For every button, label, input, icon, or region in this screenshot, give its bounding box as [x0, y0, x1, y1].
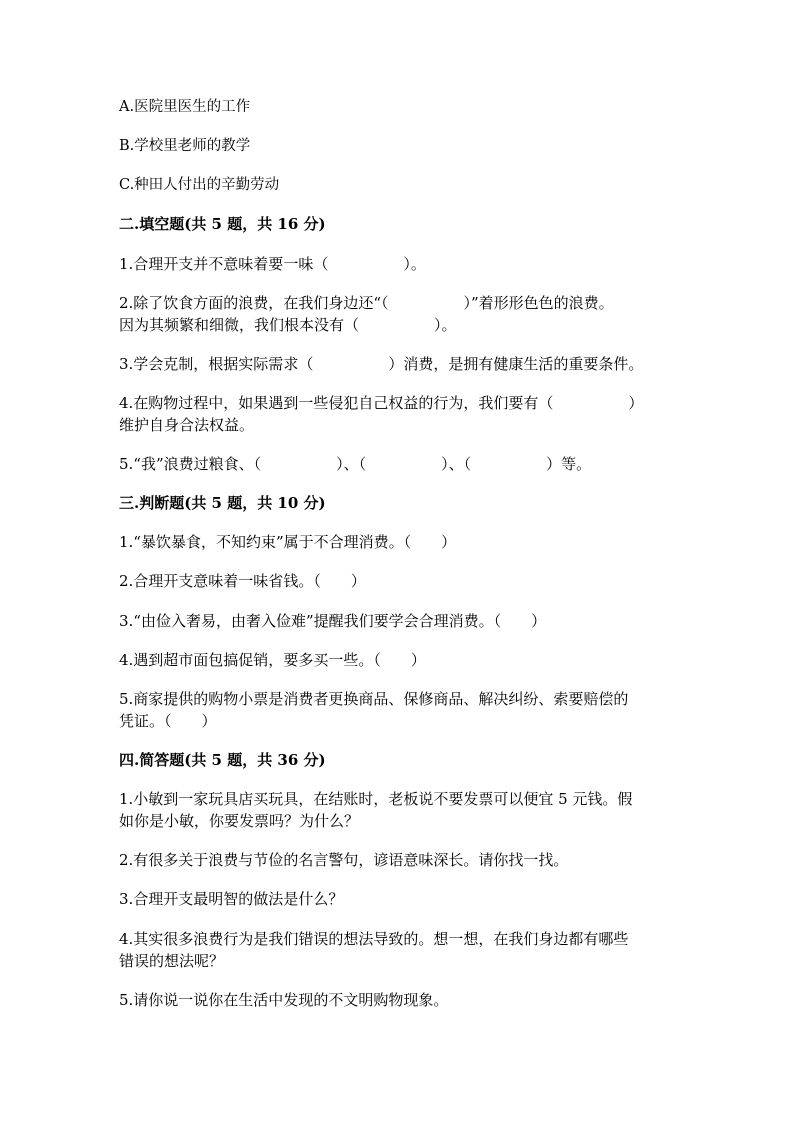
judge-question-3: 3.“由俭入奢易，由奢入俭难”提醒我们要学会合理消费。（ ）: [119, 612, 547, 630]
judge-question-5-line-2: 凭证。（ ）: [119, 712, 217, 730]
section-3-heading: 三.判断题(共 5 题，共 10 分): [119, 494, 326, 512]
option-b: B.学校里老师的教学: [119, 138, 251, 154]
fill-question-3: 3.学会克制，根据实际需求（ ）消费，是拥有健康生活的重要条件。: [119, 355, 644, 373]
judge-question-2: 2.合理开支意味着一味省钱。（ ）: [119, 572, 366, 590]
fill-question-4-line-2: 维护自身合法权益。: [119, 416, 255, 434]
fill-question-4-line-1: 4.在购物过程中，如果遇到一些侵犯自己权益的行为，我们要有（ ）: [119, 394, 644, 412]
fill-question-2-line-2: 因为其频繁和细微，我们根本没有（ ）。: [119, 316, 457, 334]
section-4-heading: 四.简答题(共 5 题，共 36 分): [119, 751, 326, 769]
short-question-1-line-1: 1.小敏到一家玩具店买玩具，在结账时，老板说不要发票可以便宜 5 元钱。假: [119, 790, 633, 808]
short-question-1-line-2: 如你是小敏，你要发票吗？为什么？: [119, 812, 360, 830]
fill-question-5: 5.“我”浪费过粮食、（ ）、（ ）、（ ）等。: [119, 455, 592, 473]
option-a: A.医院里医生的工作: [119, 99, 251, 115]
judge-question-5-line-1: 5.商家提供的购物小票是消费者更换商品、保修商品、解决纠纷、索要赔偿的: [119, 690, 629, 708]
fill-question-1: 1.合理开支并不意味着要一味（ ）。: [119, 255, 426, 273]
option-c: C.种田人付出的辛勤劳动: [119, 177, 280, 193]
judge-question-4: 4.遇到超市面包搞促销，要多买一些。（ ）: [119, 651, 426, 669]
short-question-4-line-2: 错误的想法呢？: [119, 952, 225, 970]
short-question-2: 2.有很多关于浪费与节俭的名言警句，谚语意味深长。请你找一找。: [119, 851, 569, 869]
short-question-4-line-1: 4.其实很多浪费行为是我们错误的想法导致的。想一想，在我们身边都有哪些: [119, 930, 629, 948]
fill-question-2-line-1: 2.除了饮食方面的浪费，在我们身边还“（ ）”着形形色色的浪费。: [119, 294, 614, 312]
section-2-heading: 二.填空题(共 5 题，共 16 分): [119, 215, 326, 233]
short-question-5: 5.请你说一说你在生活中发现的不文明购物现象。: [119, 991, 449, 1009]
judge-question-1: 1.“暴饮暴食，不知约束”属于不合理消费。（ ）: [119, 533, 457, 551]
short-question-3: 3.合理开支最明智的做法是什么？: [119, 890, 344, 908]
